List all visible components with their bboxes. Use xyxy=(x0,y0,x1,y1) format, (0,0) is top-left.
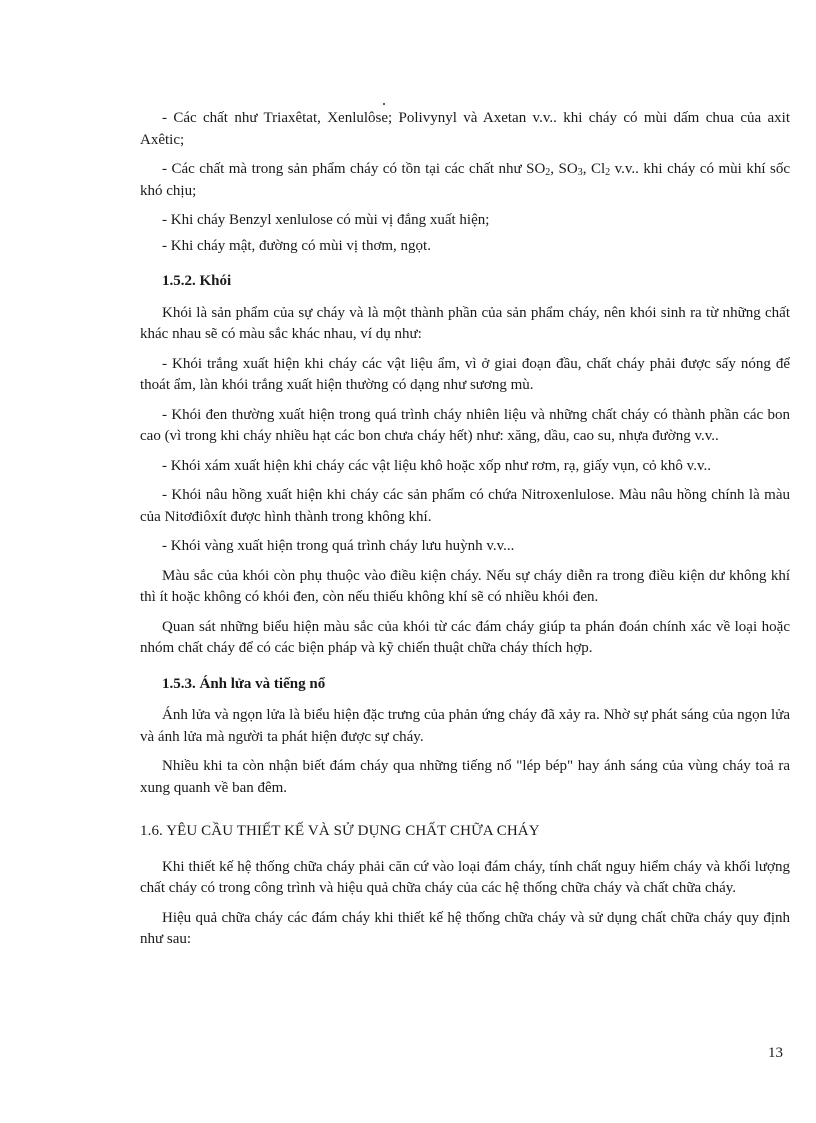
section-heading-1-5-3: 1.5.3. Ánh lửa và tiếng nổ xyxy=(162,675,326,692)
paragraph-triaxetat: - Các chất như Triaxêtat, Xenlulôse; Polivynyl và Axetan v.v.. khi cháy có mùi dấm chua của axit Axêtic; xyxy=(140,110,790,148)
paragraph-mat-duong: - Khi cháy mật, đường có mùi vị thơm, ngọt. xyxy=(162,237,431,254)
paragraph-quan-sat: Quan sát những biểu hiện màu sắc của khói từ các đám cháy giúp ta phán đoán chính xác về loại hoặc nhóm chất cháy để có các biện pháp và kỹ chiến thuật chữa cháy thích hợp. xyxy=(140,618,790,656)
paragraph-khoi-den: - Khói đen thường xuất hiện trong quá trình cháy nhiên liệu và những chất cháy có thành phần các bon cao (vì trong khi cháy nhiều hạt các bon chưa cháy hết) như: xăng, dầu, cao su, nhựa đường v.v.. xyxy=(140,406,790,444)
scan-speck xyxy=(383,103,385,105)
paragraph-tieng-no: Nhiều khi ta còn nhận biết đám cháy qua những tiếng nổ "lép bép" hay ánh sáng của vùng cháy toả ra xung quanh về ban đêm. xyxy=(140,758,790,796)
paragraph-khoi-nau-hong: - Khói nâu hồng xuất hiện khi cháy các sản phẩm có chứa Nitroxenlulose. Màu nâu hồng chính là màu của Nitơđiôxít được hình thành trong không khí. xyxy=(140,487,790,525)
document-page xyxy=(140,108,790,959)
paragraph-mau-sac: Màu sắc của khói còn phụ thuộc vào điều kiện cháy. Nếu sự cháy diễn ra trong điều kiện dư không khí thì ít hoặc không có khói đen, còn nếu thiếu không khí sẽ có nhiều khói đen. xyxy=(140,567,790,605)
paragraph-benzyl: - Khi cháy Benzyl xenlulose có mùi vị đắng xuất hiện; xyxy=(162,212,490,228)
paragraph-hieu-qua: Hiệu quả chữa cháy các đám cháy khi thiết kế hệ thống chữa cháy và sử dụng chất chữa cháy quy định như sau: xyxy=(140,909,790,947)
paragraph-so2-gases: - Các chất mà trong sản phẩm cháy có tồn tại các chất như $SO_2$, $SO_3$, $Cl_2$ v.v.. khi cháy có mùi khí sốc khó chịu; xyxy=(140,161,790,199)
paragraph-khoi-xam: - Khói xám xuất hiện khi cháy các vật liệu khô hoặc xốp như rơm, rạ, giấy vụn, cỏ khô v.v.. xyxy=(162,457,711,474)
paragraph-anh-lua: Ánh lửa và ngọn lửa là biểu hiện đặc trưng của phản ứng cháy đã xảy ra. Nhờ sự phát sáng của ngọn lửa và ánh lửa mà người ta phát hiện được sự cháy. xyxy=(140,707,790,745)
paragraph-khoi-vang: - Khói vàng xuất hiện trong quá trình cháy lưu huỳnh v.v... xyxy=(162,538,515,554)
section-heading-1-6: 1.6. YÊU CẦU THIẾT KẾ VÀ SỬ DỤNG CHẤT CHỮA CHÁY xyxy=(140,823,540,839)
section-heading-1-5-2: 1.5.2. Khói xyxy=(162,273,232,289)
paragraph-khoi-intro: Khói là sản phẩm của sự cháy và là một thành phần của sản phẩm cháy, nên khói sinh ra từ những chất khác nhau sẽ có màu sắc khác nhau, ví dụ như: xyxy=(140,304,790,342)
page-number: 13 xyxy=(768,1045,783,1061)
paragraph-thiet-ke: Khi thiết kế hệ thống chữa cháy phải căn cứ vào loại đám cháy, tính chất nguy hiểm cháy và khối lượng chất cháy có trong công trình và hiệu quả chữa cháy của các hệ thống chữa cháy và chất chữa cháy. xyxy=(140,858,790,896)
paragraph-khoi-trang: - Khói trắng xuất hiện khi cháy các vật liệu ẩm, vì ở giai đoạn đầu, chất cháy phải được sấy nóng để thoát ẩm, làn khói trắng xuất hiện thường có dạng như sương mù. xyxy=(140,355,790,393)
